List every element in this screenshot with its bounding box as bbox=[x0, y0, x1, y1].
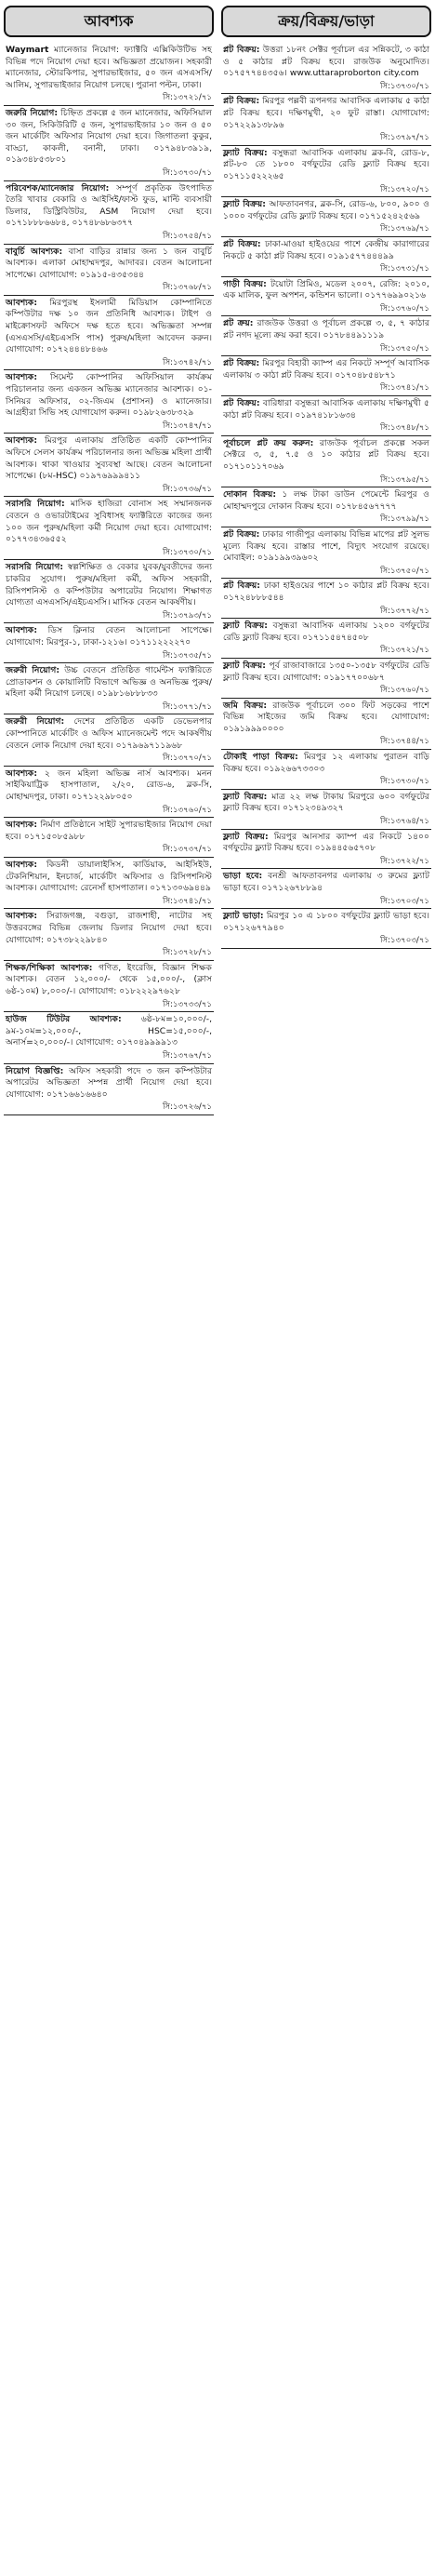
ad-text: গণিত, ইংরেজি, বিজ্ঞান শিক্ষক আবশ্যক। বেতন ১২,০০০/- থেকে ১৫,০০০/-, (ক্লাস ৬ষ্ঠ-১০ম) ৮,০০০/-। যোগাযোগ: ০১৮২২২৯৭৬২৮ bbox=[6, 962, 212, 996]
ad-text: মিরপুর ১২ এলাকায় পুরাতন বাড়ি বিক্রয় হবে। ০১৯২৬৬৭৩৩০৩ bbox=[223, 752, 429, 774]
ad-keyword: প্লট বিক্রয়: bbox=[223, 96, 260, 107]
classified-ad bbox=[221, 790, 431, 830]
classified-ad bbox=[4, 181, 214, 245]
ad-text: স্বল্পশিক্ষিত ও বেকার যুবক/যুবতীদের জন্য চাকরির সুযোগ। পুরুষ/মহিলা কর্মী, অফিস সহকারী, রিসিপশনিস্ট ও কম্পিউটার অপারেটর নিয়োগ। শিক্ষাগত যোগ্যতা এসএসসি/এইচএসসি। মাসিক বেতন আকর্ষণীয়। bbox=[6, 562, 212, 608]
ad-reference: সি:১৩৭৩০/৭১ bbox=[379, 777, 429, 787]
classified-ad bbox=[4, 497, 214, 560]
ad-reference: সি:১৩৭৪৭/৭১ bbox=[162, 420, 212, 431]
ad-keyword: ফ্ল্যাট বিক্রয়: bbox=[223, 199, 266, 210]
ad-text: মিরপুর ১০ এ ১৮০০ বর্গফুটের ফ্ল্যাট ভাড়া হবে। ০১৭১২৬৭৭৯৪০ bbox=[223, 911, 429, 933]
ad-reference: সি:১৩৭০৩/৭১ bbox=[379, 896, 429, 906]
classified-ad bbox=[4, 370, 214, 434]
ad-text: ডিস ক্লিনার বেতন আলোচনা সাপেক্ষে। যোগাযোগ: মিরপুর-১, ঢাকা-১২১৬। ০১৭১১২২২২৭০ bbox=[6, 625, 212, 647]
ad-keyword: আবশ্যক: bbox=[6, 297, 38, 308]
classified-ad bbox=[221, 619, 431, 659]
ad-keyword: প্লট বিক্রয়: bbox=[223, 358, 260, 369]
classified-ad bbox=[4, 296, 214, 371]
ad-keyword: জমি বিক্রয়: bbox=[223, 700, 268, 711]
ad-keyword: আবশ্যক: bbox=[6, 372, 38, 383]
ad-text: ১ লক্ষ টাকা ডাউন পেমেন্টে মিরপুর ও মোহাম্মদপুরে দোকান বিক্রয় হবে। ০১৭৮৪৫৬৭৭৭৭ bbox=[223, 489, 429, 512]
ad-keyword: প্লট বিক্রয়: bbox=[223, 238, 261, 249]
ad-text: ৬ষ্ঠ-৮ম=১০,০০০/-, ৯ম-১০ম=১২,০০০/-, HSC=১৫,০০০/-, অনার্স=২০,০০০/-। যোগাযোগ: ০১৭০৪৯৯৯৯১৩ bbox=[6, 1014, 212, 1048]
classified-ad bbox=[4, 858, 214, 909]
ad-text: বসুন্ধরা আবাসিক এলাকায় ব্লক-বি, রোড-৮, প্লট-৮০ তে ১৮০০ বর্গফুটের রেডি ফ্ল্যাট বিক্রয় হবে। ০১৭১১৫২২২৬৫ bbox=[223, 147, 429, 181]
ad-text: মিরপুর বিহারী ক্যাম্প এর নিকটে সম্পূর্ণ আবাসিক এলাকায় ৩ কাঠা প্লট বিক্রয় হবে। ০১৭০৪৮৫৪৮৭১ bbox=[223, 358, 429, 380]
classified-ad bbox=[221, 909, 431, 949]
classified-ad bbox=[221, 316, 431, 356]
ad-reference: সি:১৩৭৩৬/৭১ bbox=[162, 484, 212, 494]
ad-reference: সি:১৩৭৭০/৭১ bbox=[162, 754, 212, 764]
classified-ad bbox=[4, 663, 214, 714]
ad-keyword: Waymart bbox=[6, 45, 49, 55]
ad-keyword: ফ্ল্যাট বিক্রয়: bbox=[223, 147, 268, 158]
classified-ad bbox=[221, 487, 431, 527]
ad-text: ঢাকা হাইওয়ের পাশে ১০ কাঠার প্লট বিক্রয় হবে। ০১৭২৪৮৮৮৫৪৪ bbox=[223, 581, 429, 603]
ad-reference: সি:১৩৭৯৩/৭১ bbox=[162, 610, 212, 621]
ad-text: মাসিক হাজিরা বোনাস সহ সম্মানজনক বেতনে ও ওভারটাইমের সুবিধাসহ ফ্যাক্টরিতে কাজের জন্য ১০০ জন পুরুষ/মহিলা কর্মী নিয়োগ দেয়া হবে। যোগাযোগ: ০১৭৭৩৪৩৬৫৫২ bbox=[6, 499, 212, 545]
ad-reference: সি:১৩৭৩৩/৭১ bbox=[162, 999, 212, 1009]
ad-reference: সি:১৩৭৬৯/৭১ bbox=[379, 224, 429, 234]
ad-keyword: গাড়ী বিক্রয়: bbox=[223, 278, 267, 289]
ad-reference: সি:১৩৭২০/৭১ bbox=[379, 184, 429, 194]
ad-reference: সি:১৩৭৯৫/৭১ bbox=[380, 474, 429, 485]
classified-ad bbox=[221, 396, 431, 436]
ad-text: উচ্চ বেতনে প্রতিষ্ঠিত গার্মেন্টস ফ্যাক্টরিতে প্রোডাকশন ও কোয়ালিটি বিভাগে অভিজ্ঞ ও অনভিজ্ঞ পুরুষ/মহিলা কর্মী নিয়োগ চলছে। ০১৯৮১৬৮৮৮৩৩ bbox=[6, 665, 212, 700]
classified-ad bbox=[221, 659, 431, 699]
ad-text: রাজউক পূর্বাচল প্রকল্পে সকল সেক্টরে ৩, ৫, ৭.৫ ও ১০ কাঠার প্লট বিক্রয় হবে। ০১৭১০১১৭০৬৯ bbox=[223, 437, 429, 472]
ad-reference: সি:১৩৭৫৪/৭১ bbox=[163, 231, 212, 241]
ad-text: উত্তরা ১৮নং সেক্টর পূর্বাচল এর সন্নিকটে, ৩ কাঠা ও ৫ কাঠার প্লট বিক্রয় হবে। রাজউক অনুমোদিত। ০১৭৫৭৭৪৪৩৫৬। www.uttaraproborton city.com bbox=[223, 45, 429, 79]
ad-keyword: সরাসরি নিয়োগ: bbox=[6, 562, 64, 573]
classified-ad bbox=[4, 1064, 214, 1115]
ad-keyword: শিক্ষক/শিক্ষিকা আবশ্যক: bbox=[6, 962, 93, 973]
classified-ad bbox=[221, 277, 431, 317]
ad-keyword: প্লট ক্রয়: bbox=[223, 318, 254, 329]
ad-keyword: সরাসরি নিয়োগ: bbox=[6, 499, 65, 510]
ad-reference: সি:১৩৭৪২/৭১ bbox=[162, 357, 212, 367]
ad-keyword: পরিবেশক/ম্যানেজার নিয়োগ: bbox=[6, 182, 110, 194]
ad-text: আফতাবনগর, ব্লক-সি, রোড-৬, ৮০০, ৯০০ ও ১০০০ বর্গফুটের রেডি ফ্ল্যাট বিক্রয় হবে। ০১৭১৫২৪২৫৬৯ bbox=[223, 199, 429, 221]
ad-reference: সি:১৩৭২৮/৭১ bbox=[162, 948, 212, 958]
ad-reference: সি:১৩৭২২/৭১ bbox=[379, 856, 429, 866]
ad-reference: সি:১৩৭৪৪/৭১ bbox=[380, 737, 429, 747]
ad-text: অফিস সহকারী পদে ৩ জন কম্পিউটার অপারেটর অভিজ্ঞতা সম্পন্ন প্রার্থী নিয়োগ দেয়া হবে। যোগাযোগ: ০১৭১৬৬১৬৬৪০ bbox=[6, 1065, 212, 1100]
classified-ad bbox=[4, 961, 214, 1012]
classified-ad bbox=[4, 909, 214, 960]
ad-keyword: ভাড়া হবে: bbox=[223, 871, 263, 882]
ad-keyword: নিয়োগ বিজ্ঞপ্তি: bbox=[6, 1065, 64, 1076]
classified-ad bbox=[221, 356, 431, 396]
ad-text: ম্যানেজার নিয়োগ: ফ্যাক্টরি এক্সিকিউটিভ সহ বিভিন্ন পদে নিয়োগ দেয়া হবে। অভিজ্ঞতা প্রয়োজন। সহকারী ম্যানেজার, স্টোরকিপার, সুপারভাইজার, ৫০ জন এসএসসি/আলিম, সুপারভাইজার নিয়োগ চলছে। পুরানা পল্টন, ঢাকা। bbox=[6, 45, 212, 90]
classified-ad bbox=[4, 434, 214, 497]
ad-reference: সি:১৩৭২১/৭১ bbox=[162, 93, 212, 103]
classified-ad bbox=[221, 579, 431, 619]
classified-ad bbox=[4, 714, 214, 766]
left-column-header: আবশ্যক bbox=[4, 6, 214, 37]
ad-text: ঢাকা-মাওয়া হাইওয়ের পাশে কেন্দ্রীয় কারাগারের নিকটে ৫ কাঠা প্লট বিক্রয় হবে। ০১৯১৫৭৭৪৪৪৯৯ bbox=[223, 238, 429, 261]
classified-ad bbox=[221, 146, 431, 197]
ad-reference: সি:১৩৭৬০/৭১ bbox=[379, 686, 429, 696]
ad-keyword: প্লট বিক্রয়: bbox=[223, 398, 260, 409]
ad-keyword: আবশ্যক: bbox=[6, 911, 38, 922]
classified-ad bbox=[4, 106, 214, 181]
left-ads bbox=[4, 43, 214, 1115]
ad-text: বাসা বাড়ির রান্নার জন্য ১ জন বাবুর্চি আবশ্যক। এলাকা মোহাম্মদপুর, আদাবর। বেতন আলোচনা সাপেক্ষে। যোগাযোগ: ০১৯১৫-৪৩৫৩৪৪ bbox=[6, 246, 212, 280]
ad-reference: সি:১৩৭৩০/৭১ bbox=[162, 547, 212, 557]
ad-text: ঢাকার গাজীপুর এলাকায় বিভিন্ন মাপের প্লট সুলভ মূল্যে বিক্রয় হবে। রাস্তার পাশে, বিদ্যুৎ সংযোগ রয়েছে। মোবাইল: ০১৯১৯৯৩৯৬০২ bbox=[223, 528, 429, 564]
classified-ad bbox=[4, 245, 214, 296]
ad-text: রাজউক পূর্বাচলে ৩০০ ফিট সড়কের পাশে বিভিন্ন সাইজের জমি বিক্রয় হবে। যোগাযোগ: ০১৯১৯৯৯০০০০ bbox=[223, 700, 429, 734]
classified-ad bbox=[4, 623, 214, 663]
ad-text: কিডনী ডায়ালাইসিস, কার্ডিয়াক, আইসিইউ, টেকনিশিয়ান, ইনচার্জ, মার্কেটিং অফিসার ও রিসিপশনিস্ট আবশ্যক। যোগাযোগ: রেনেসাঁ হাসপাতাল। ০১৭১৩০৬৯৪৪৯ bbox=[6, 860, 212, 894]
ad-reference: সি:১৩৭৬০/৭১ bbox=[162, 805, 212, 815]
ad-reference: সি:১৩৭৬০/৭১ bbox=[379, 303, 429, 314]
right-column bbox=[221, 0, 431, 2576]
classified-ad bbox=[221, 94, 431, 145]
ad-reference: সি:১৩৭৩০/৭১ bbox=[162, 167, 212, 178]
ad-keyword: ফ্ল্যাট ভাড়া: bbox=[223, 911, 264, 922]
ad-reference: সি:১৩৭৯৭/৭১ bbox=[379, 133, 429, 143]
left-column bbox=[4, 0, 214, 2576]
ad-text: মিরপুর পল্লবী রূপনগর আবাসিক এলাকায় ৫ কাঠা প্লট বিক্রয় হবে। দক্ষিণমুখী, ২০ ফুট রাস্তা। যোগাযোগ: ০১৭২২৯১৩৮৯৬ bbox=[223, 96, 429, 130]
ad-text: ২ জন মহিলা অভিজ্ঞ নার্স আবশ্যক। মনন সাইকিয়াট্রিক হাসপাতাল, ২/২০, রোড-৬, ব্লক-সি, মোহাম্মদপুর, ঢাকা। ০১৭১২২৯৮০৫০ bbox=[6, 767, 212, 803]
classified-ad bbox=[221, 43, 431, 94]
ad-reference: সি:১৩৭৬৭/৭১ bbox=[162, 1050, 212, 1061]
ad-keyword: আবশ্যক: bbox=[6, 435, 38, 447]
classified-ad bbox=[221, 197, 431, 237]
ad-reference: সি:১৩৭৭১/৭১ bbox=[162, 701, 212, 712]
ad-text: দেশের প্রতিষ্ঠিত একটি ডেভেলপার কোম্পানিতে মার্কেটিং ও অফিস ম্যানেজমেন্ট পদে আকর্ষণীয় বেতনে লোক নিয়োগ দেয়া হবে। ০১৭৯৬৯৭১১৯৬৮ bbox=[6, 716, 213, 751]
ad-reference: সি:১৩৭৪১/৭১ bbox=[163, 896, 212, 906]
classified-ad bbox=[221, 527, 431, 579]
ad-keyword: আবশ্যক: bbox=[6, 767, 38, 779]
classified-ad bbox=[221, 830, 431, 870]
classified-ad bbox=[221, 869, 431, 909]
classified-ad bbox=[221, 237, 431, 277]
ad-reference: সি:১৩৭২১/৭১ bbox=[379, 646, 429, 656]
ad-reference: সি:১৩৭০৩/৭১ bbox=[379, 936, 429, 946]
ad-text: নির্মাণ প্রতিষ্ঠানে সাইট সুপারভাইজার নিয়োগ দেয়া হবে। ০১৭১৫০৮৫৯৮৮ bbox=[6, 820, 212, 842]
classified-ad bbox=[221, 699, 431, 750]
ad-reference: সি:১৩৭৩১/৭১ bbox=[379, 264, 429, 274]
ad-reference: সি:১৩৭৪৮/৭১ bbox=[380, 423, 429, 434]
classified-ad bbox=[221, 750, 431, 790]
ad-text: মিরপুর এলাকায় প্রতিষ্ঠিত একটি কোম্পানির অফিসে সেলস কার্যক্রম পরিচালনার জন্য অভিজ্ঞ মহিলা প্রার্থী আবশ্যক। থাকা খাওয়ার সুব্যবস্থা আছে। বেতন আলোচনা সাপেক্ষে। (৮ম-HSC) ০১৯৭৬৯৯৯৪১১ bbox=[6, 435, 212, 482]
ad-reference: সি:১৩৭৫০/৭১ bbox=[379, 343, 429, 354]
right-column-header: ক্রয়/বিক্রয়/ভাড়া bbox=[221, 6, 431, 37]
right-ads bbox=[221, 43, 431, 949]
ad-reference: সি:১৩৭৬৮/৭১ bbox=[162, 283, 212, 293]
ad-reference: সি:১৩৭৯৯/৭১ bbox=[380, 514, 429, 525]
classified-ad bbox=[4, 818, 214, 858]
ad-keyword: ফ্ল্যাট বিক্রয়: bbox=[223, 621, 268, 632]
ad-text: রাজউক উত্তরা ও পূর্বাচল প্রকল্পে ৩, ৫, ৭ কাঠার প্লট নগদ মূল্যে ক্রয় করা হবে। ০১৭৮৪৪৯১১১৯ bbox=[223, 318, 429, 341]
ad-text: মাত্র ২২ লক্ষ টাকায় মিরপুরে ৬০০ বর্গফুটের ফ্ল্যাট বিক্রয় হবে। ০১৭১২৩৪৯৩২৭ bbox=[223, 791, 429, 814]
classified-ad bbox=[4, 43, 214, 106]
ad-keyword: ফ্ল্যাট বিক্রয়: bbox=[223, 660, 266, 671]
ad-keyword: দোকান বিক্রয়: bbox=[223, 489, 277, 501]
ad-reference: সি:১৩৭৬৪/৭১ bbox=[379, 817, 429, 827]
ad-keyword: জরুরী নিয়োগ: bbox=[6, 716, 65, 727]
ad-text: পূর্ব রাজাবাজারে ১৩৫০-১৩৫৮ বর্গফুটের রেডি ফ্ল্যাট বিক্রয় হবে। যোগাযোগ: ০১৯১৭৭০০৬৮৭ bbox=[223, 660, 429, 683]
ad-text: মিরপুরস্থ ইসলামী মিডিয়াস কোম্পানিতে কম্পিউটার দক্ষ ১০ জন প্রতিনিধি আবশ্যক। টাইপ ও মাইক্রোসফট অফিসে দক্ষ হতে হবে। অভিজ্ঞতা সম্পন্ন (এসএসসি/এইচএসসি পাস) পুরুষ/মহিলা আবেদন করুন। যোগাযোগ: ০১৭২৪৪৪৮৪৬৬ bbox=[6, 297, 212, 355]
ad-text: বনশ্রী আফতাবনগর এলাকায় ৩ রুমের ফ্ল্যাট ভাড়া হবে। ০১৭১২৬৭৮৮৯৪ bbox=[223, 871, 429, 893]
ad-reference: সি:১৩৭৩০/৭১ bbox=[379, 81, 429, 91]
ad-reference: সি:১৩৭৪১/৭১ bbox=[380, 383, 429, 394]
ad-keyword: আবশ্যক: bbox=[6, 860, 38, 870]
ad-reference: সি:১৩৭৩৭/৭১ bbox=[162, 845, 212, 855]
ad-reference: সি:১৩৭৭২/৭১ bbox=[379, 606, 429, 616]
ad-keyword: প্লট বিক্রয়: bbox=[223, 45, 260, 55]
ad-keyword: ফ্ল্যাট বিক্রয়: bbox=[223, 791, 268, 802]
ad-text: বসুন্ধরা আবাসিক এলাকায় ১২০০ বর্গফুটের রেডি ফ্ল্যাট বিক্রয় হবে। ০১৭১১৫৪৭৪৫০৮ bbox=[223, 621, 429, 643]
classified-ad bbox=[4, 560, 214, 623]
ad-text: বারিধারা বসুন্ধরা আবাসিক এলাকায় দক্ষিণমুখী ৫ কাঠা প্লট বিক্রয় হবে। ০১৯৭৪১৮১৬৩৪ bbox=[223, 398, 429, 420]
ad-text: মিরপুর আনসার ক্যাম্প এর নিকটে ১৪০০ বর্গফুটের ফ্ল্যাট বিক্রয় হবে। ০১৯৪৪৫৬৫৭০৮ bbox=[223, 831, 429, 854]
ad-keyword: প্লট বিক্রয়: bbox=[223, 581, 260, 592]
ad-text: চিহ্নিত প্রকল্পে ৫ জন ম্যানেজার, অফিসিয়াল ৩০ জন, সিকিউরিটি ৫ জন, সুপারভাইজার ১০ জন ও ৫০ জন মার্কেটিং অফিসার নিয়োগ দেয়া হবে। জিগাতলা কুকুর, বাড্ডা, কাকলী, বনানী, ঢাকা। ০১৭৯৪৮৩৯১৯, ০১৯৩৪৮৫৩৮০১ bbox=[6, 107, 212, 166]
ad-reference: সি:১৩৭৩৫/৭১ bbox=[162, 650, 212, 661]
ad-keyword: টোকাই পাড়া বিক্রয়: bbox=[223, 752, 298, 763]
ad-reference: সি:১৩৭২৬/৭১ bbox=[162, 1102, 212, 1113]
classified-ad bbox=[4, 767, 214, 818]
ad-keyword: প্লট বিক্রয়: bbox=[223, 528, 260, 540]
ad-keyword: জরুরী নিয়োগ: bbox=[6, 665, 60, 676]
ad-keyword: আবশ্যক: bbox=[6, 625, 38, 636]
ad-keyword: ফ্ল্যাট বিক্রয়: bbox=[223, 831, 269, 842]
ad-keyword: হাউজ টিউটর আবশ্যক: bbox=[6, 1014, 122, 1025]
ad-keyword: আবশ্যক: bbox=[6, 820, 38, 831]
ad-keyword: পূর্বাচলে প্লট ক্রয় করুন: bbox=[223, 437, 314, 448]
ad-text: সিরাজগঞ্জ, বগুড়া, রাজশাহী, নাটোর সহ উত্তরবঙ্গের বিভিন্ন জেলায় ডিলার নিয়োগ দেয়া হবে। যোগাযোগ: ০১৭৩৮২২৯৮৪০ bbox=[6, 911, 212, 945]
classified-ad bbox=[221, 436, 431, 487]
classified-ad bbox=[4, 1012, 214, 1063]
ad-keyword: জরুরি নিয়োগ: bbox=[6, 107, 59, 118]
ad-keyword: বাবুর্চি আবশ্যক: bbox=[6, 246, 63, 257]
ad-text: টয়োটা প্রিমিও, মডেল ২০০৭, রেজি: ২০১০, এক মালিক, ফুল অপশন, কন্ডিশন ভালো। ০১৭৭৬৯৯০২১৬ bbox=[223, 278, 429, 301]
ad-reference: সি:১৩৭৫০/৭১ bbox=[379, 566, 429, 576]
ad-text: সিমেন্ট কোম্পানির অফিসিয়াল কার্যক্রম পরিচালনার জন্য একজন অভিজ্ঞ ম্যানেজার আবশ্যক। ০১-সিনিয়র অফিসার, ০২-জিএম (প্রশাসন) ও ম্যানেজার। আগ্রহীরা সিভি সহ যোগাযোগ করুন। ০১৯৮২৬৩৮৩২৯ bbox=[6, 372, 212, 419]
ad-text: সম্পূর্ণ প্রকৃতিক উৎপাদিত তৈরি খাবার বেকারি ও আইসিই/ফাস্ট ফুড, মাল্টি ব্যবসায়ী ডিলার, ডিস্ট্রিবিউটর, ASM নিয়োগ দেয়া হবে। ০১৭১৮৮৮৬৬৮৪, ০১৭৪৮৬৮৬৩৭৭ bbox=[6, 182, 212, 229]
